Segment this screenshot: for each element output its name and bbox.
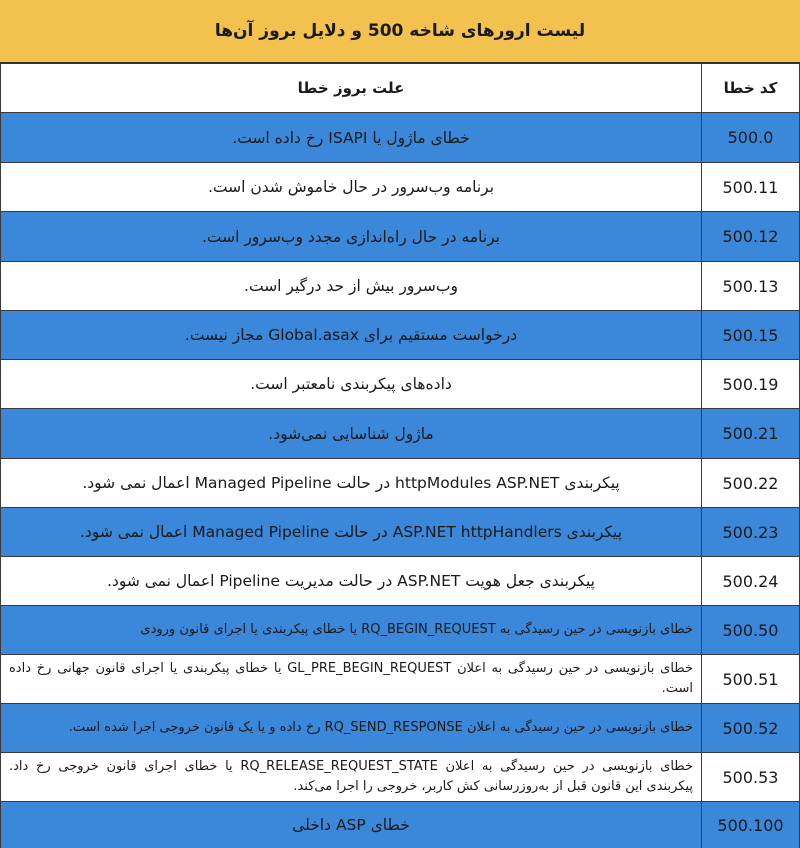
error-code: 500.11 — [701, 163, 800, 211]
table-row — [0, 311, 800, 360]
table-row — [0, 508, 800, 557]
table-row — [0, 113, 800, 163]
error-code: 500.12 — [701, 212, 800, 261]
error-code: 500.24 — [701, 557, 800, 605]
error-cause: ماژول شناسایی نمی‌شود. — [0, 409, 701, 458]
error-cause: خطای بازنویسی در حین رسیدگی به اعلان RQ_RELEASE_REQUEST_STATE یا خطای اجرای قانون خروجی رخ داد. پیکربندی این قانون قبل از به‌روزرسانی کش کاربر، خروجی را اجرا می‌کند. — [0, 753, 701, 801]
error-cause: پیکربندی httpModules ASP.NET در حالت Managed Pipeline اعمال نمی شود. — [0, 459, 701, 507]
error-code: 500.51 — [701, 655, 800, 703]
error-code: 500.53 — [701, 753, 800, 801]
column-header-cause: علت بروز خطا — [0, 64, 701, 112]
table-row — [0, 753, 800, 802]
table-row — [0, 655, 800, 704]
error-cause: خطای بازنویسی در حین رسیدگی به اعلان RQ_SEND_RESPONSE رخ داده و یا یک قانون خروجی اجرا شده است. — [0, 704, 701, 752]
table-row — [0, 360, 800, 409]
error-code: 500.50 — [701, 606, 800, 654]
error-cause: برنامه در حال راه‌اندازی مجدد وب‌سرور است. — [0, 212, 701, 261]
error-cause: خطای ماژول یا ISAPI رخ داده است. — [0, 113, 701, 162]
error-code: 500.100 — [701, 802, 800, 848]
header-row — [0, 64, 800, 113]
table-row — [0, 212, 800, 262]
error-cause: خطای بازنویسی در حین رسیدگی به RQ_BEGIN_REQUEST یا خطای پیکربندی یا اجرای قانون ورودی — [0, 606, 701, 654]
error-code: 500.0 — [701, 113, 800, 162]
error-code: 500.23 — [701, 508, 800, 556]
column-header-code: کد خطا — [701, 64, 800, 112]
error-cause: خطای بازنویسی در حین رسیدگی به اعلان GL_PRE_BEGIN_REQUEST یا خطای پیکربندی یا اجرای قانون جهانی رخ داده است. — [0, 655, 701, 703]
table-row — [0, 802, 800, 848]
table-row — [0, 262, 800, 311]
table-row — [0, 409, 800, 459]
table-row — [0, 606, 800, 655]
error-code: 500.22 — [701, 459, 800, 507]
error-code: 500.19 — [701, 360, 800, 408]
error-cause: خطای ASP داخلی — [0, 802, 701, 848]
table-row — [0, 704, 800, 753]
error-cause: وب‌سرور بیش از حد درگیر است. — [0, 262, 701, 310]
error-cause: برنامه وب‌سرور در حال خاموش شدن است. — [0, 163, 701, 211]
table-title: لیست ارورهای شاخه 500 و دلایل بروز آن‌ها — [0, 0, 800, 64]
error-code: 500.15 — [701, 311, 800, 359]
table-row — [0, 557, 800, 606]
error-code: 500.13 — [701, 262, 800, 310]
error-code: 500.21 — [701, 409, 800, 458]
error-cause: درخواست مستقیم برای Global.asax مجاز نیست. — [0, 311, 701, 359]
error-cause: پیکربندی جعل هویت ASP.NET در حالت مدیریت Pipeline اعمال نمی شود. — [0, 557, 701, 605]
error-code: 500.52 — [701, 704, 800, 752]
table-row — [0, 163, 800, 212]
error-cause: پیکربندی ASP.NET httpHandlers در حالت Managed Pipeline اعمال نمی شود. — [0, 508, 701, 556]
error-cause: داده‌های پیکربندی نامعتبر است. — [0, 360, 701, 408]
table-row — [0, 459, 800, 508]
